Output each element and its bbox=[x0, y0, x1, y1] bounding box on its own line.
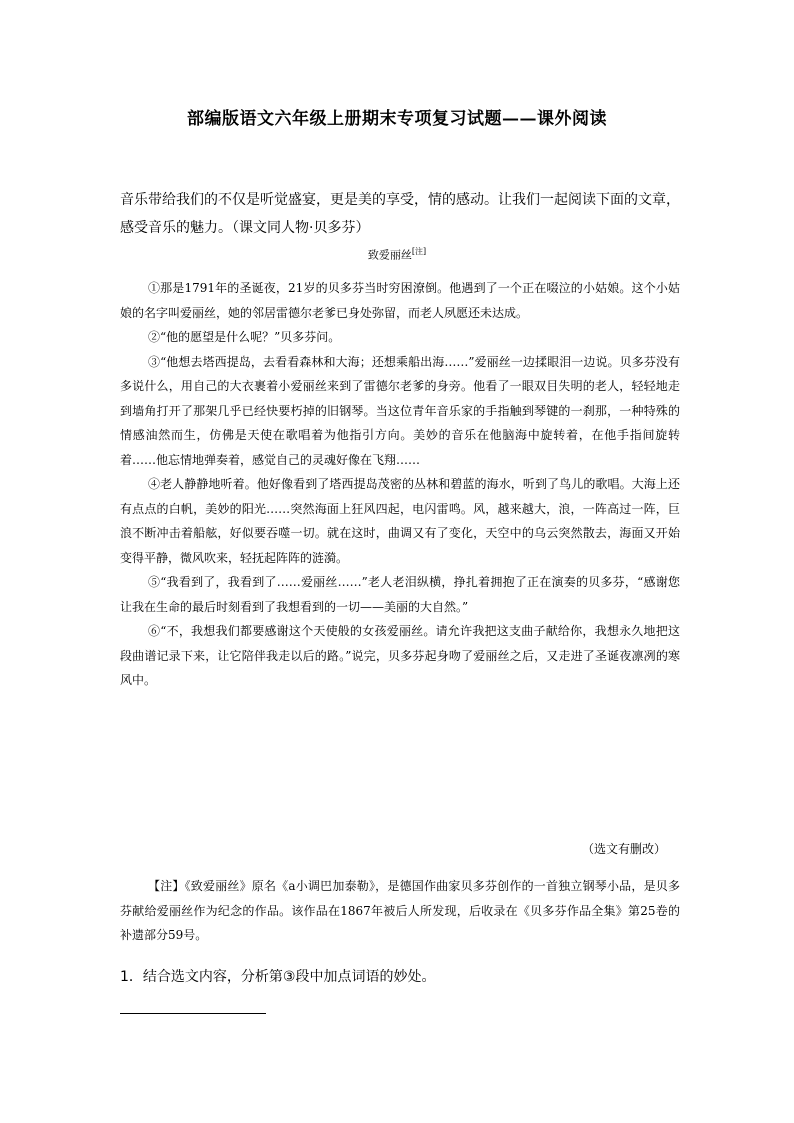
paragraph-4: ④老人静静地听着。他好像看到了塔西提岛茂密的丛林和碧蓝的海水，听到了鸟儿的歌唱。大海上还有点点的白帆，美妙的阳光……突然海面上狂风四起，电闪雷鸣。风，越来越大，浪，一阵高过一阵，巨浪不断冲击着船舷，好似要吞噬一切。就在这时，曲调又有了变化，天空中的乌云突然散去，海面又开始变得平静，微风吹来，轻抚起阵阵的涟漪。 bbox=[120, 477, 680, 565]
passage-body bbox=[120, 276, 680, 693]
intro-paragraph: 音乐带给我们的不仅是听觉盛宴，更是美的享受，情的感动。让我们一起阅读下面的文章，感受音乐的魅力。（课文同人物·贝多芬） bbox=[120, 192, 680, 236]
footnote: 【注】《致爱丽丝》原名《a小调巴加泰勒》，是德国作曲家贝多芬创作的一首独立钢琴小品，是贝多芬献给爱丽丝作为纪念的作品。该作品在1867年被后人所发现，后收录在《贝多芬作品全集》第25卷的补遗部分59号。 bbox=[120, 879, 680, 942]
passage-title-text: 致爱丽丝 bbox=[367, 248, 412, 262]
footnote-marker: [注] bbox=[411, 247, 427, 256]
paragraph-3: ③“他想去塔西提岛，去看看森林和大海；还想乘船出海……”爱丽丝一边揉眼泪一边说。贝多芬没有多说什么，用自己的大衣裹着小爱丽丝来到了雷德尔老爹的身旁。他看了一眼双目失明的老人，轻轻地走到墙角打开了那架几乎已经快要朽掉的旧钢琴。当这位青年音乐家的手指触到琴键的一刹那，一种特殊的情感油然而生，仿佛是天使在歌唱着为他指引方向。美妙的音乐在他脑海中旋转着，在他手指间旋转着……他忘情地弹奏着，感觉自己的灵魂好像在飞翔…… bbox=[120, 354, 680, 467]
source-note: （选文有删改） bbox=[581, 842, 666, 856]
question-1: 1．结合选文内容，分析第③段中加点词语的妙处。 bbox=[120, 969, 436, 985]
paragraph-1: ①那是1791年的圣诞夜，21岁的贝多芬当时穷困潦倒。他遇到了一个正在啜泣的小姑娘。这个小姑娘的名字叫爱丽丝，她的邻居雷德尔老爹已身处弥留，而老人夙愿还未达成。 bbox=[120, 281, 680, 320]
passage-title bbox=[0, 246, 794, 263]
paragraph-6: ⑥“不，我想我们都要感谢这个天使般的女孩爱丽丝。请允许我把这支曲子献给你，我想永久地把这段曲谱记录下来，让它陪伴我走以后的路。”说完，贝多芬起身吻了爱丽丝之后，又走进了圣诞夜凛冽的寒风中。 bbox=[120, 624, 680, 687]
document-title: 部编版语文六年级上册期末专项复习试题——课外阅读 bbox=[187, 109, 607, 129]
paragraph-2: ②“他的愿望是什么呢？”贝多芬问。 bbox=[148, 330, 341, 344]
answer-line[interactable] bbox=[120, 1013, 266, 1014]
paragraph-5: ⑤“我看到了，我看到了……爱丽丝……”老人老泪纵横，挣扎着拥抱了正在演奏的贝多芬，“感谢您让我在生命的最后时刻看到了我想看到的一切——美丽的大自然。” bbox=[120, 575, 680, 614]
